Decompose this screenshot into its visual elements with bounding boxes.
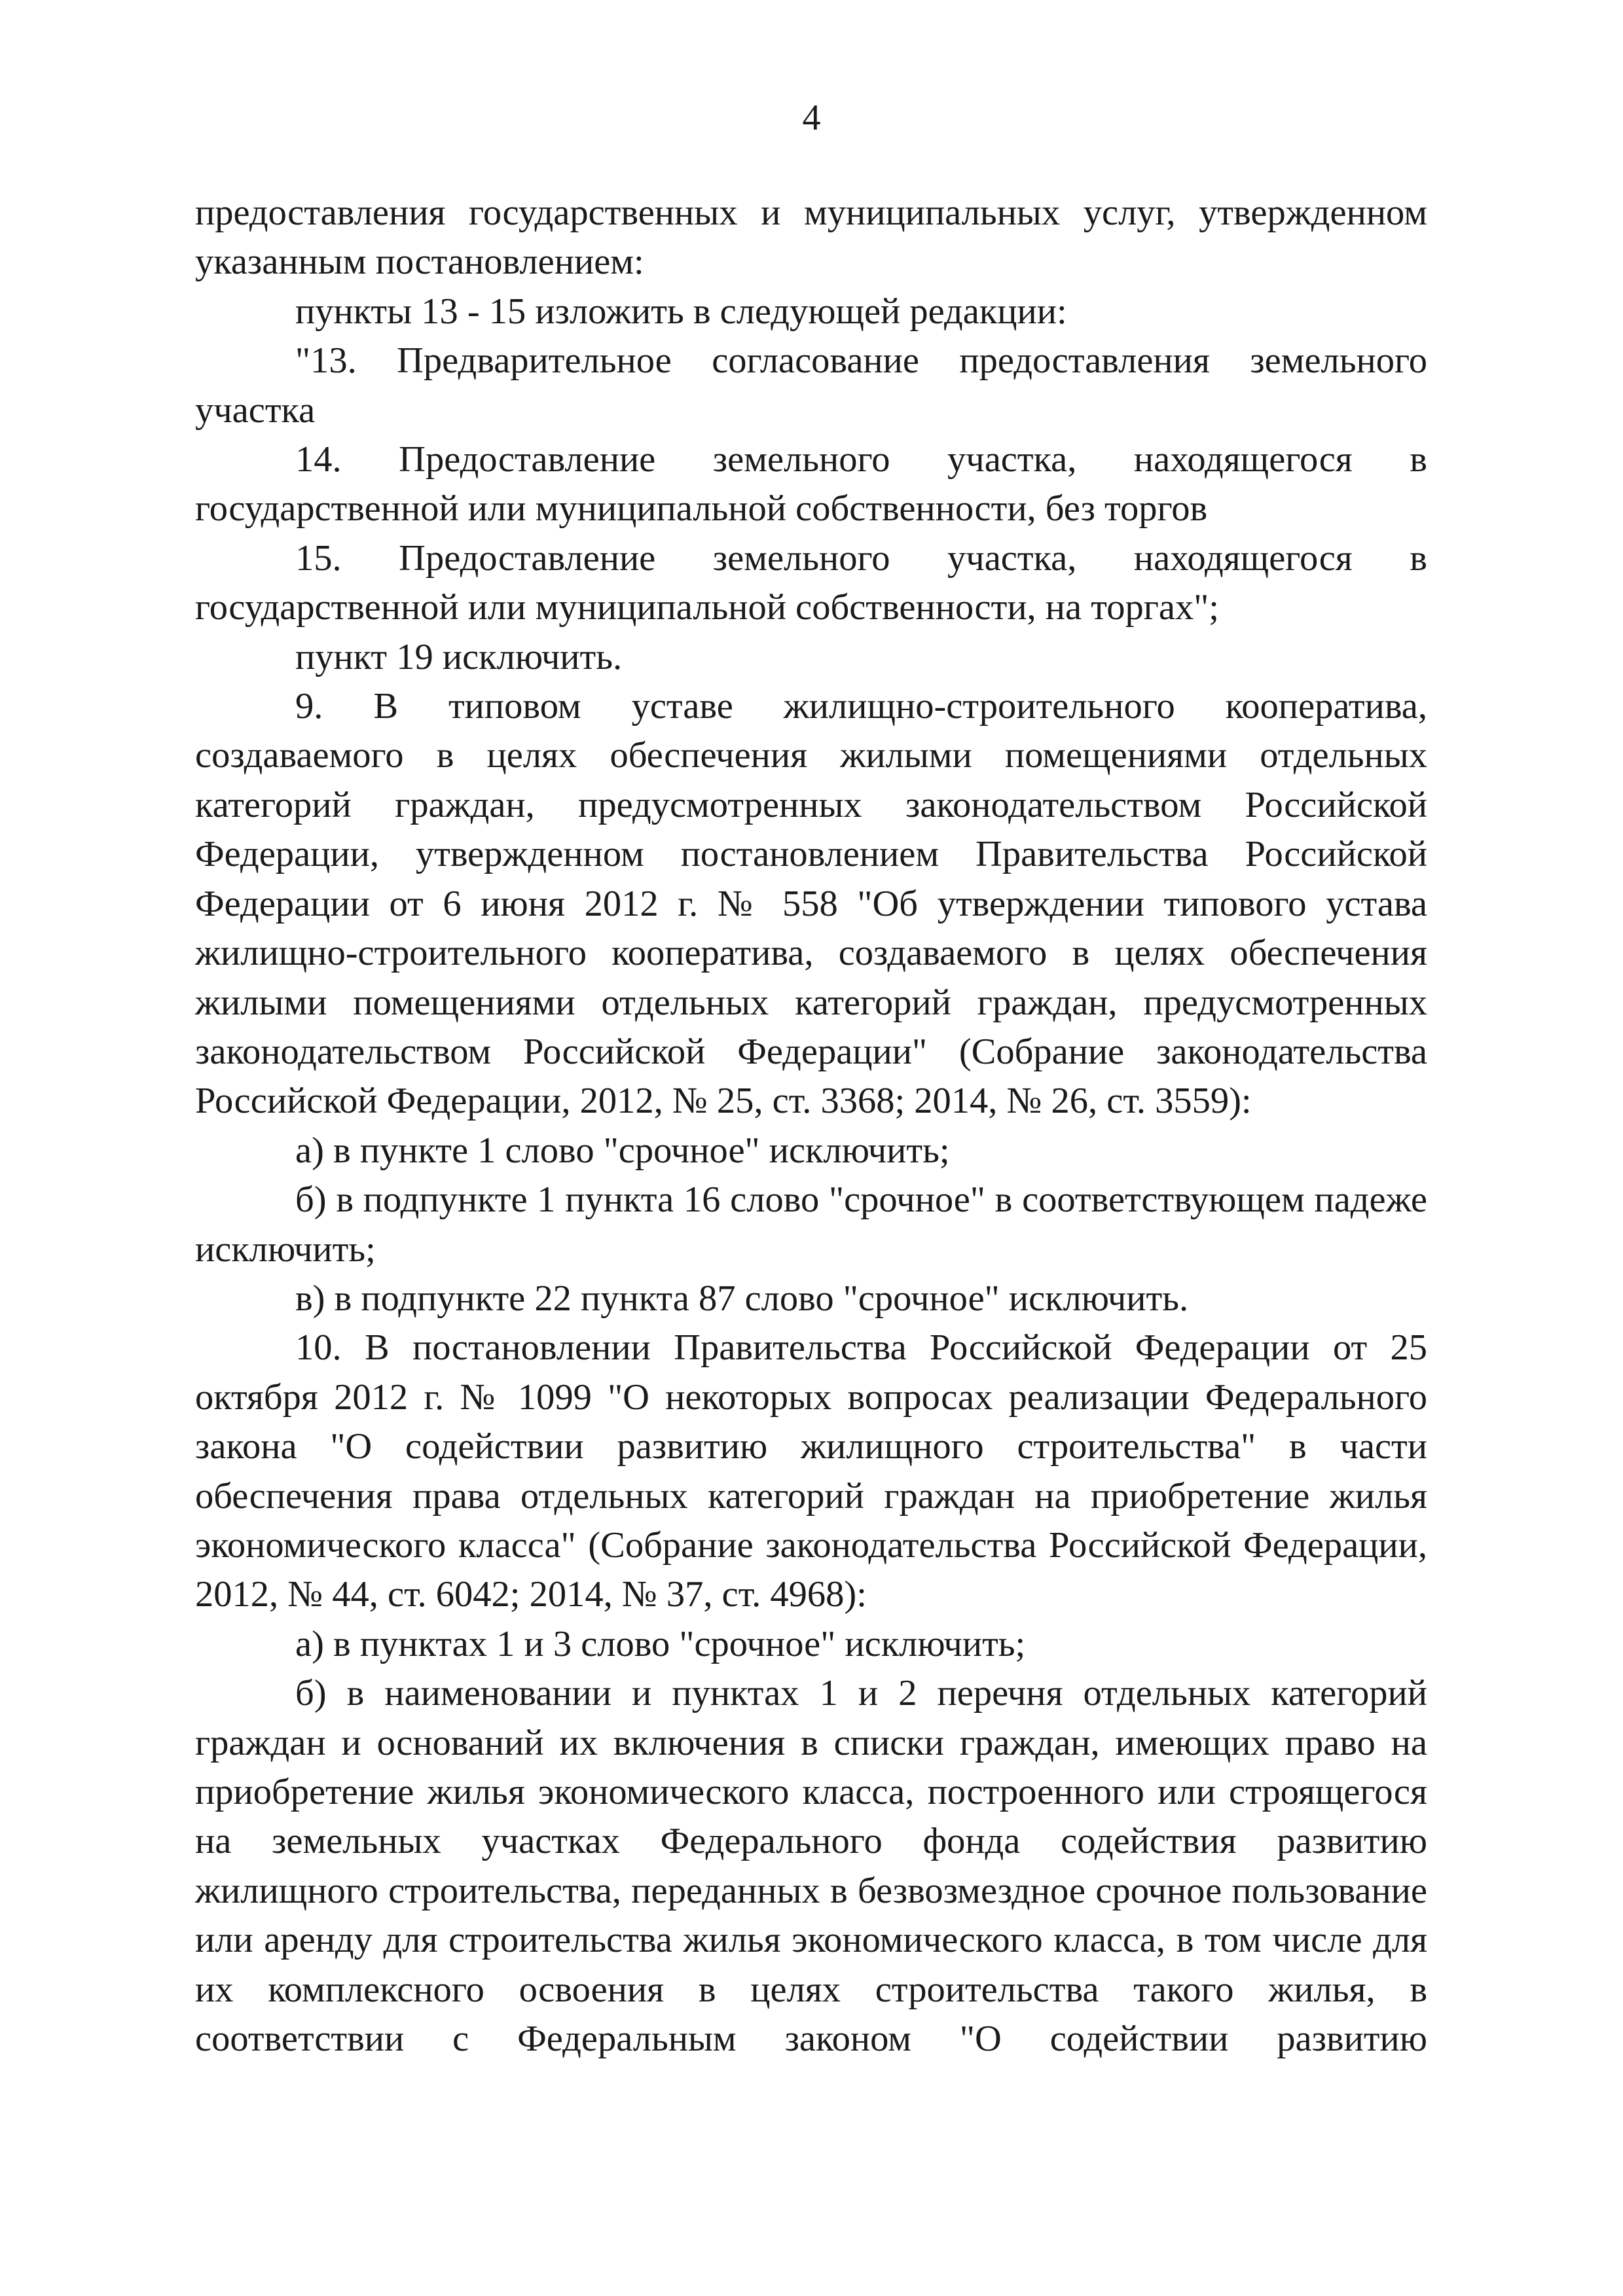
paragraph: в) в подпункте 22 пункта 87 слово "срочное" исключить. bbox=[295, 1278, 1189, 1319]
paragraph: а) в пунктах 1 и 3 слово "срочное" исключить; bbox=[295, 1623, 1026, 1664]
document-body bbox=[195, 188, 1427, 2064]
paragraph: 9. В типовом уставе жилищно-строительного кооператива, создаваемого в целях обеспечения жилыми помещениями отдельных категорий граждан, предусмотренных законодательством Российской Федерации, утвержденном постановлением Правительства Российской Федерации от 6 июня 2012 г. № 558 "Об утверждении типового устава жилищно-строительного кооператива, создаваемого в целях обеспечения жилыми помещениями отдельных категорий граждан, предусмотренных законодательством Российской Федерации" (Собрание законодательства Российской Федерации, 2012, № 25, ст. 3368; 2014, № 26, ст. 3559): bbox=[195, 686, 1427, 1122]
paragraph: 15. Предоставление земельного участка, находящегося в государственной или муниципальной собственности, на торгах"; bbox=[195, 537, 1427, 628]
paragraph: предоставления государственных и муниципальных услуг, утвержденном указанным постановлением: bbox=[195, 192, 1427, 283]
paragraph: пункты 13 - 15 изложить в следующей редакции: bbox=[295, 291, 1067, 332]
page-number: 4 bbox=[802, 98, 821, 138]
paragraph: б) в подпункте 1 пункта 16 слово "срочное" в соответствующем падеже исключить; bbox=[195, 1179, 1427, 1270]
paragraph: 10. В постановлении Правительства Российской Федерации от 25 октября 2012 г. № 1099 "О некоторых вопросах реализации Федерального закона "О содействии развитию жилищного строительства" в части обеспечения права отдельных категорий граждан на приобретение жилья экономического класса" (Собрание законодательства Российской Федерации, 2012, № 44, ст. 6042; 2014, № 37, ст. 4968): bbox=[195, 1327, 1427, 1615]
paragraph: б) в наименовании и пунктах 1 и 2 перечня отдельных категорий граждан и оснований их включения в списки граждан, имеющих право на приобретение жилья экономического класса, построенного или строящегося на земельных участках Федерального фонда содействия развитию жилищного строительства, переданных в безвозмездное срочное пользование или аренду для строительства жилья экономического класса, в том числе для их комплексного освоения в целях строительства такого жилья, в соответствии с Федеральным законом "О содействии развитию bbox=[195, 1673, 1427, 2060]
paragraph: 14. Предоставление земельного участка, находящегося в государственной или муниципальной собственности, без торгов bbox=[195, 439, 1427, 529]
paragraph: а) в пункте 1 слово "срочное" исключить; bbox=[295, 1130, 950, 1171]
paragraph: пункт 19 исключить. bbox=[295, 636, 623, 677]
paragraph: "13. Предварительное согласование предоставления земельного участка bbox=[195, 340, 1427, 431]
